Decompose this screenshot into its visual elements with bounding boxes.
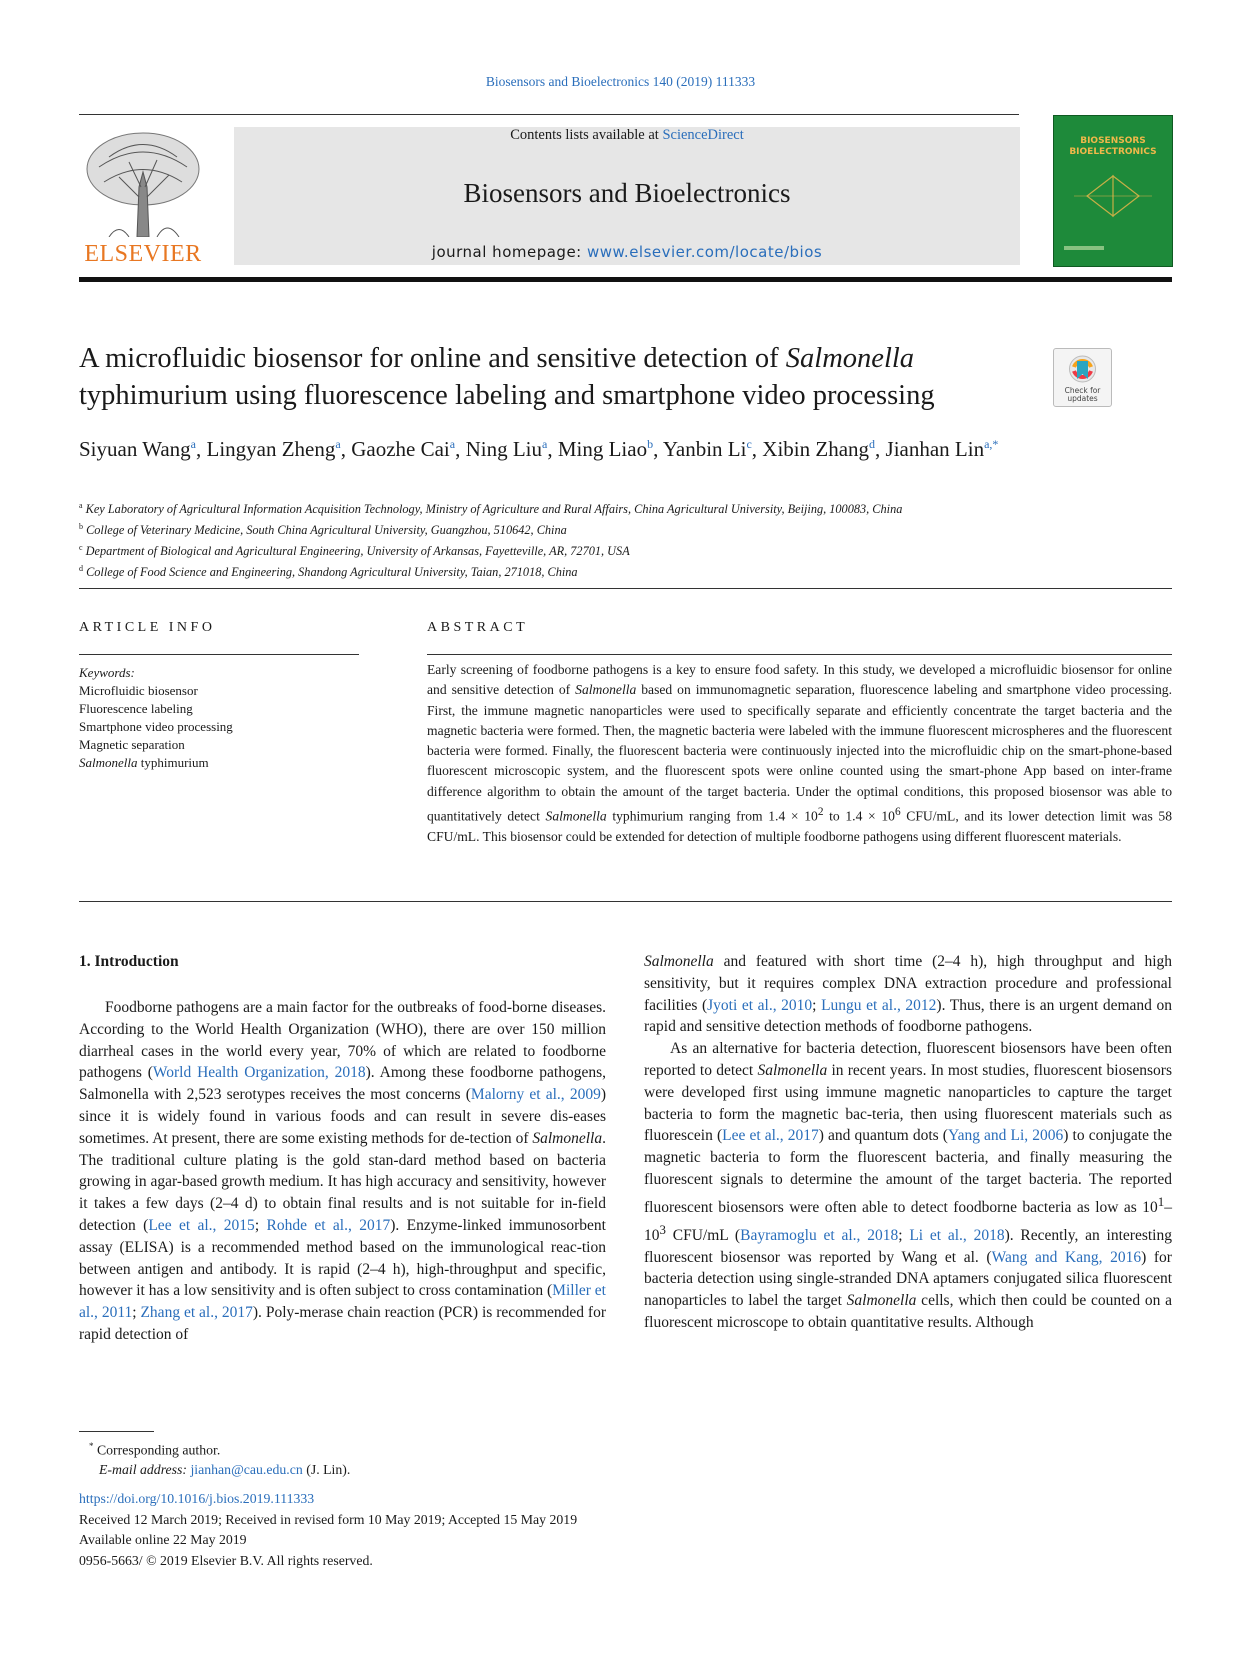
- section-rule-lower: [79, 901, 1172, 902]
- affiliation: $^b$ College of Veterinary Medicine, South China Agricultural University, Guangzhou, 510642, China: [79, 522, 567, 538]
- journal-homepage: [234, 243, 1020, 261]
- citation-link[interactable]: Miller et al., 2011: [79, 1282, 606, 1322]
- author[interactable]: Yanbin Li$^c$: [662, 437, 752, 461]
- citation-link[interactable]: Lungu et al., 2012: [821, 996, 937, 1014]
- contents-prefix: Contents lists available at: [510, 127, 663, 143]
- citation-link[interactable]: World Health Organization, 2018: [152, 1064, 366, 1082]
- journal-cover-image[interactable]: [1053, 115, 1173, 267]
- homepage-link[interactable]: www.elsevier.com/locate/bios: [587, 243, 823, 261]
- crossmark-icon: [1054, 349, 1111, 389]
- abstract-rule: [427, 654, 1172, 655]
- author[interactable]: Jianhan Lin$^{a,*}$: [885, 437, 999, 461]
- keyword: Magnetic separation: [79, 737, 185, 752]
- check-for-updates-button[interactable]: [1053, 348, 1112, 407]
- citation-link[interactable]: Zhang et al., 2017: [140, 1304, 253, 1322]
- introduction-heading: 1. Introduction: [79, 953, 179, 970]
- crossmark-label: Check for updates: [1064, 386, 1101, 403]
- email-link[interactable]: jianhan@cau.edu.cn: [190, 1461, 303, 1477]
- section-rule: [79, 588, 1172, 589]
- sciencedirect-link[interactable]: ScienceDirect: [662, 127, 744, 143]
- affiliation: $^d$ College of Food Science and Engineering, Shandong Agricultural University, Taian, 271018, China: [79, 564, 578, 580]
- cover-title: BIOSENSORS BIOELECTRONICS: [1069, 136, 1157, 157]
- affiliation-list: [79, 497, 1172, 581]
- journal-title: Biosensors and Bioelectronics: [463, 178, 791, 208]
- body-column-left: [79, 997, 606, 1346]
- contents-line: [234, 127, 1020, 144]
- citation-link[interactable]: Lee et al., 2015: [148, 1216, 255, 1234]
- article-info-heading: ARTICLE INFO: [79, 620, 216, 635]
- affiliation: $^c$ Department of Biological and Agricultural Engineering, University of Arkansas, Fayetteville, AR, 72701, USA: [79, 543, 630, 559]
- doi-link[interactable]: https://doi.org/10.1016/j.bios.2019.111333: [79, 1491, 315, 1506]
- publication-info: [79, 1489, 879, 1571]
- keywords-label: Keywords:: [79, 665, 135, 680]
- keyword: Microfluidic biosensor: [79, 683, 198, 698]
- citation-link[interactable]: Wang and Kang, 2016: [991, 1248, 1142, 1266]
- available-online: Available online 22 May 2019: [79, 1532, 247, 1547]
- author[interactable]: Siyuan Wang$^a$: [79, 437, 196, 461]
- author[interactable]: Ning Liu$^a$: [465, 437, 548, 461]
- body-column-right: [644, 951, 1172, 1334]
- received-dates: Received 12 March 2019; Received in revised form 10 May 2019; Accepted 15 May 2019: [79, 1511, 578, 1527]
- citation-link[interactable]: Bayramoglu et al., 2018: [740, 1226, 899, 1244]
- copyright: 0956-5663/ © 2019 Elsevier B.V. All rights reserved.: [79, 1552, 373, 1568]
- abstract-heading: ABSTRACT: [427, 620, 529, 635]
- article-info-rule: [79, 654, 359, 655]
- cover-art-icon: [1054, 116, 1172, 266]
- corresponding-author-note: Corresponding author.: [96, 1442, 221, 1458]
- paragraph: As an alternative for bacteria detection, fluorescent biosensors have been often reported to detect Salmonella in recent years. In most studies, fluorescent biosensors were developed first using immune magnetic nanoparticles to capture the target bacteria to form the magnetic bac-teria, then using fluorescent materials such as fluorescein (Lee et al., 2017) and quantum dots (Yang and Li, 2006) to conjugate the magnetic bacteria to form the fluorescent bacteria, and finally measuring the fluorescent signals to determine the amount of the target bacteria. The reported fluorescent biosensors were often able to detect foodborne bacteria as low as $10^1-10^3$ CFU/mL (Bayramoglu et al., 2018; Li et al., 2018). Recently, an interesting fluorescent biosensor was reported by Wang et al. (Wang and Kang, 2016) for bacteria detection using single-stranded DNA aptamers conjugated silica fluorescent nanoparticles to label the target Salmonella cells, which then could be counted on a fluorescent microscope to obtain quantitative results. Although: [644, 1040, 1173, 1332]
- footnote: * Corresponding author. E-mail address: jianhan@cau.edu.cn (J. Lin).: [89, 1441, 351, 1477]
- citation-link[interactable]: Li et al., 2018: [909, 1226, 1005, 1244]
- author[interactable]: Gaozhe Cai$^a$: [351, 437, 456, 461]
- author-list: Siyuan Wang$^a$, Lingyan Zheng$^a$, Gaozhe Cai$^a$, Ning Liu$^a$, Ming Liao$^b$, Yanbin Li$^c$, Xibin Zhang$^d$, Jianhan Lin$^{a,*}$: [79, 437, 999, 461]
- author[interactable]: Lingyan Zheng$^a$: [206, 437, 341, 461]
- affiliation: $^a$ Key Laboratory of Agricultural Information Acquisition Technology, Ministry of Agriculture and Rural Affairs, China Agricultural University, Beijing, 100083, China: [79, 501, 903, 517]
- citation-link[interactable]: Rohde et al., 2017: [266, 1216, 391, 1234]
- citation-link[interactable]: Yang and Li, 2006: [947, 1127, 1064, 1145]
- footnote-rule: [79, 1431, 154, 1432]
- keyword: Fluorescence labeling: [79, 701, 193, 716]
- citation-link[interactable]: Malorny et al., 2009: [470, 1086, 601, 1104]
- elsevier-wordmark: ELSEVIER: [84, 241, 202, 267]
- citation-link[interactable]: Jyoti et al., 2010: [707, 996, 813, 1014]
- header-rule: [79, 114, 1019, 115]
- article-title: [79, 340, 1039, 414]
- citation-link[interactable]: Lee et al., 2017: [722, 1127, 819, 1145]
- keyword: Salmonella typhimurium: [79, 755, 209, 770]
- keyword: Smartphone video processing: [79, 719, 233, 734]
- author[interactable]: Xibin Zhang$^d$: [762, 437, 876, 461]
- journal-reference[interactable]: Biosensors and Bioelectronics 140 (2019) 111333: [485, 74, 756, 89]
- keywords-block: [79, 664, 359, 772]
- email-label: E-mail address:: [99, 1461, 188, 1477]
- abstract-text: Early screening of foodborne pathogens is a key to ensure food safety. In this study, we developed a microfluidic biosensor for online and sensitive detection of Salmonella based on immunomagnetic separation, fluorescence labeling and smartphone video processing. First, the immune magnetic nanoparticles were used to specifically separate and efficiently concentrate the target bacteria and the magnetic bacteria were formed. Then, the magnetic bacteria were labeled with the immune fluorescent microspheres and the fluorescent bacteria were formed. Finally, the fluorescent bacteria were continuously injected into the microfluidic chip on the smart-phone-based fluorescent microscopic system, and the fluorescent spots were online counted using the smart-phone App based on inter-frame difference algorithm to obtain the amount of the target bacteria. Under the optimal conditions, this proposed biosensor was able to quantitatively detect Salmonella typhimurium ranging from $1.4 \times 10^2$ to $1.4 \times 10^6$ CFU/mL, and its lower detection limit was 58 CFU/mL. This biosensor could be extended for detection of multiple foodborne pathogens using different fluorescent materials.: [427, 662, 1173, 844]
- header-thick-rule: [79, 277, 1172, 282]
- paragraph: Foodborne pathogens are a main factor for the outbreaks of food-borne diseases. According to the World Health Organization (WHO), there are over 150 million diarrheal cases in the world every year, 70% of which are related to foodborne pathogens (World Health Organization, 2018). Among these foodborne pathogens, Salmonella with 2,523 serotypes receives the most concerns (Malorny et al., 2009) since it is widely found in various foods and can result in severe dis-eases sometimes. At present, there are some existing methods for de-tection of Salmonella. The traditional culture plating is the gold stan-dard method based on bacteria growing in agar-based growth medium. It has high accuracy and sensitivity, however it takes a few days (2–4 d) to obtain final results and is not suitable for in-field detection (Lee et al., 2015; Rohde et al., 2017). Enzyme-linked immunosorbent assay (ELISA) is a recommended method based on the immunological reac-tion between antigen and antibody. It is rapid (2–4 h), high-throughput and specific, however it has a low sensitivity and is often subject to cross contamination (Miller et al., 2011; Zhang et al., 2017). Poly-merase chain reaction (PCR) is recommended for rapid detection of: [79, 999, 606, 1343]
- homepage-prefix: journal homepage:: [431, 243, 587, 261]
- title-text-2: typhimurium using fluorescence labeling and smartphone video processing: [79, 380, 935, 411]
- paragraph: Salmonella and featured with short time (2–4 h), high throughput and high sensitivity, but it requires complex DNA extraction procedure and professional facilities (Jyoti et al., 2010; Lungu et al., 2012). Thus, there is an urgent demand on rapid and sensitive detection methods of foodborne pathogens.: [644, 953, 1172, 1036]
- author[interactable]: Ming Liao$^b$: [557, 437, 654, 461]
- title-text-1: A microfluidic biosensor for online and sensitive detection of: [79, 343, 786, 374]
- title-italic: Salmonella: [785, 343, 915, 374]
